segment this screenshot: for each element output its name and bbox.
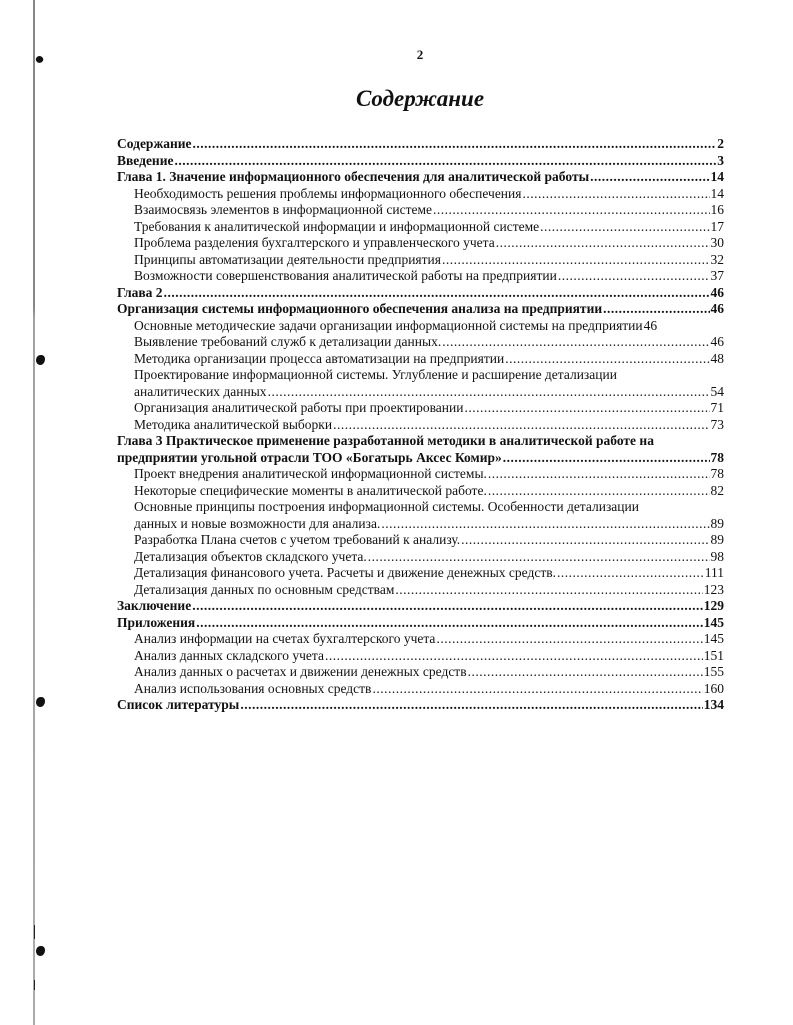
toc-entry-label: Анализ данных о расчетах и движении денежных средств [134,664,467,679]
leader-dots [164,285,710,302]
toc-entry-page: 54 [710,383,724,399]
toc-entry-page: 160 [703,680,724,696]
toc-entry-page: 78 [710,466,724,481]
toc-entry-page: 32 [710,251,724,267]
scan-artifact [34,980,35,990]
toc-entry-page: 134 [703,697,724,712]
scan-artifact [34,925,35,939]
toc-entry[interactable] [117,516,724,533]
leader-dots [488,466,710,483]
toc-entry-label: Методика аналитической выборки [134,416,333,432]
toc-entry-label: Введение [117,152,174,168]
toc-entry-label: Анализ данных складского учета [134,647,324,663]
toc-entry[interactable] [117,417,724,434]
leader-dots [468,664,703,681]
toc-entry-page: 3 [717,152,724,168]
leader-dots [603,301,709,318]
toc-entry[interactable] [117,252,724,269]
leader-dots [381,516,709,533]
toc-entry-page: 155 [703,664,724,679]
leader-dots [540,219,709,236]
toc-entry[interactable] [117,648,724,665]
toc-entry-label: Глава 1. Значение информационного обеспечения для аналитической работы [117,169,590,184]
toc-entry[interactable] [117,384,724,401]
toc-entry-label: Необходимость решения проблемы информационного обеспечения [134,185,522,201]
page-number: 2 [416,47,424,62]
toc-entry-label: Организация системы информационного обеспечения анализа на предприятии [117,301,603,316]
toc-entry-label: Организация аналитической работы при проектировании [134,400,464,415]
toc-entry-page: 73 [710,416,724,432]
leader-dots [522,186,709,203]
toc-entry-page: 123 [703,581,724,597]
toc-entry-label: Детализация финансового учета. Расчеты и движение денежных средств. [134,565,556,580]
toc-entry-page: 48 [710,350,724,366]
toc-entry[interactable] [117,301,724,318]
toc-entry[interactable] [117,483,724,500]
leader-dots [325,648,703,665]
toc-entry[interactable] [117,186,724,203]
toc-entry-label: Заключение [117,598,192,613]
leader-dots [192,598,703,615]
scan-border [33,0,35,1025]
punch-hole-mark [36,355,45,365]
leader-dots [433,202,709,219]
leader-dots [503,450,710,467]
toc-entry-label: Принципы автоматизации деятельности предприятия [134,251,441,267]
leader-dots [193,136,717,153]
leader-dots [557,565,704,582]
toc-entry-label: Выявление требований служб к детализации данных. [134,334,442,349]
toc-entry-page: 30 [710,235,724,250]
toc-entry[interactable] [117,318,724,335]
leader-dots [488,483,710,500]
toc-entry-label: Анализ информации на счетах бухгалтерского учета [134,631,436,646]
leader-dots [196,615,703,632]
toc-entry-label: Глава 2 [117,284,163,300]
toc-entry-page: 129 [703,598,724,613]
toc-entry-page: 46 [710,301,724,316]
toc-entry[interactable] [117,153,724,170]
toc-entry[interactable] [117,565,724,582]
leader-dots [333,417,709,434]
toc-entry-page: 145 [703,614,724,630]
leader-dots [368,549,710,566]
toc-entry-label: Возможности совершенствования аналитической работы на предприятии [134,268,557,283]
toc-entry[interactable] [117,351,724,368]
toc-entry[interactable] [117,450,724,467]
toc-entry-label: аналитических данных [134,383,267,399]
leader-dots [442,334,709,351]
toc-entry[interactable] [117,681,724,698]
toc-entry[interactable] [117,664,724,681]
toc-entry[interactable] [117,400,724,417]
toc-entry-page: 46 [643,317,658,333]
table-of-contents [117,136,724,714]
toc-entry-page: 78 [710,449,724,465]
leader-dots [240,697,702,714]
leader-dots [496,235,710,252]
leader-dots [590,169,709,186]
toc-entry[interactable] [117,631,724,648]
leader-dots [174,153,716,170]
toc-entry[interactable] [117,582,724,599]
toc-entry-page: 2 [717,136,724,151]
toc-entry-page: 89 [710,515,724,531]
leader-dots [461,532,709,549]
toc-entry-label: Проблема разделения бухгалтерского и управленческого учета [134,235,495,250]
toc-entry[interactable] [117,202,724,219]
leader-dots [268,384,710,401]
toc-entry-page: 89 [710,532,724,547]
toc-entry-page: 111 [704,565,724,580]
toc-entry[interactable] [117,268,724,285]
toc-entry-label: Приложения [117,614,196,630]
toc-entry-page: 37 [710,268,724,283]
toc-entry-label: Некоторые специфические моменты в аналитической работе. [134,482,487,498]
toc-entry-page: 14 [710,185,724,201]
toc-entry-page: 98 [710,548,724,564]
toc-entry-page: 71 [710,400,724,415]
toc-entry[interactable] [117,549,724,566]
toc-entry[interactable] [117,466,724,483]
toc-entry-label: Разработка Плана счетов с учетом требований к анализу. [134,532,461,547]
toc-entry[interactable] [117,598,724,615]
toc-entry[interactable] [117,285,724,302]
toc-entry-label: Основные методические задачи организации информационной системы на предприятии [134,317,643,333]
toc-entry-continued-line: Основные принципы построения информационной системы. Особенности детализации [134,499,639,514]
toc-entry-page: 151 [703,647,724,663]
toc-entry-label: Проект внедрения аналитической информационной системы. [134,466,487,481]
leader-dots [442,252,710,269]
toc-entry-label: данных и новые возможности для анализа. [134,515,381,531]
toc-entry-label: Содержание [117,136,192,151]
toc-entry[interactable] [117,219,724,236]
toc-entry[interactable] [117,136,724,153]
punch-hole-mark [36,697,45,707]
toc-entry-label: Требования к аналитической информации и информационной системе [134,218,540,234]
toc-entry[interactable] [117,334,724,351]
leader-dots [436,631,702,648]
toc-entry[interactable] [117,532,724,549]
toc-entry-label: Взаимосвязь элементов в информационной системе [134,202,433,217]
punch-hole-mark [36,946,45,956]
toc-entry-label: Детализация данных по основным средствам [134,581,395,597]
toc-entry-page: 82 [710,482,724,498]
leader-dots [558,268,710,285]
toc-entry-page: 16 [710,202,724,217]
toc-entry[interactable] [117,235,724,252]
toc-entry-label: Список литературы [117,697,240,712]
toc-entry-continued-line: Проектирование информационной системы. Углубление и расширение детализации [134,367,617,382]
leader-dots [372,681,702,698]
toc-entry-continued-line: Глава 3 Практическое применение разработанной методики в аналитической работе на [117,433,654,448]
toc-entry-page: 46 [710,284,724,300]
toc-entry-page: 14 [710,169,724,184]
toc-entry-label: Методика организации процесса автоматизации на предприятии [134,350,505,366]
toc-entry-page: 46 [710,334,724,349]
toc-entry[interactable] [117,615,724,632]
toc-entry-label: предприятии угольной отрасли ТОО «Богатырь Аксес Комир» [117,449,502,465]
toc-entry-label: Анализ использования основных средств [134,680,372,696]
toc-entry-page: 17 [710,218,724,234]
leader-dots [505,351,709,368]
toc-entry[interactable] [117,697,724,714]
leader-dots [464,400,709,417]
toc-entry[interactable] [117,169,724,186]
toc-entry-page: 145 [703,631,724,646]
page-title: Содержание [355,86,485,111]
toc-entry-label: Детализация объектов складского учета. [134,548,367,564]
leader-dots [395,582,702,599]
